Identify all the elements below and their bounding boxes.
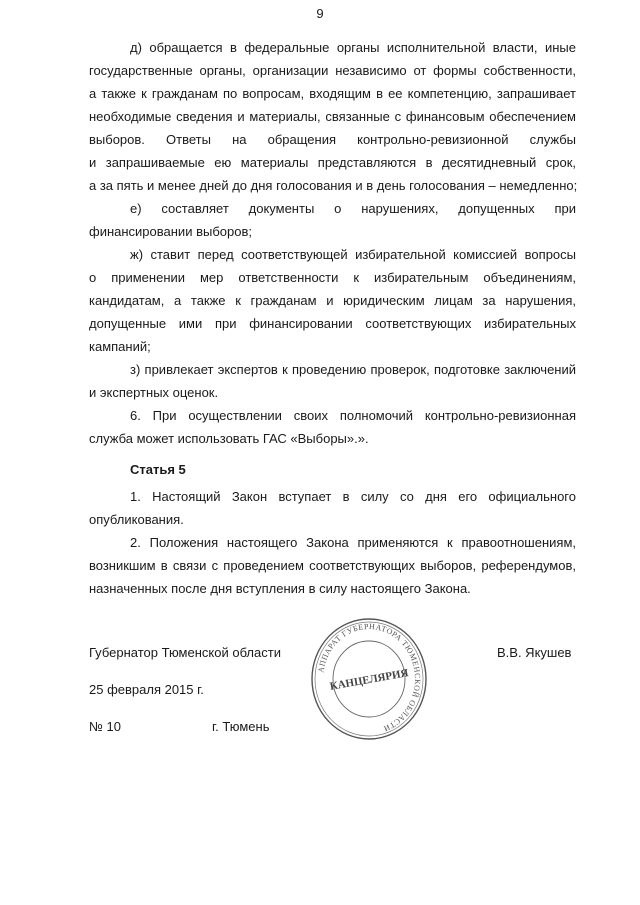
body-line: а за пять и менее дней до дня голосования и в день голосования – немедленно; xyxy=(89,178,578,193)
article-line: опубликования. xyxy=(89,512,184,527)
article-line: 2. Положения настоящего Закона применяются к правоотношениям, xyxy=(130,535,576,550)
body-line: выборов. Ответы на обращения контрольно-ревизионной службы xyxy=(89,132,576,147)
office-stamp xyxy=(310,617,428,741)
signing-city: г. Тюмень xyxy=(212,719,270,734)
body-line: допущенные ими при финансировании соответствующих избирательных xyxy=(89,316,576,331)
law-number: № 10 xyxy=(89,719,122,734)
body-line: о применении мер ответственности к избирательным объединениям, xyxy=(89,270,576,285)
body-line: финансировании выборов; xyxy=(89,224,252,239)
body-line: ж) ставит перед соответствующей избирательной комиссией вопросы xyxy=(130,247,576,262)
stamp-ring-text: АППАРАТ ГУБЕРНАТОРА ТЮМЕНСКОЙ ОБЛАСТИ xyxy=(316,621,423,734)
article-heading: Статья 5 xyxy=(130,462,186,477)
body-line: з) привлекает экспертов к проведению проверок, подготовке заключений xyxy=(130,362,576,377)
article-line: возникшим в связи с проведением соответствующих выборов, референдумов, xyxy=(89,558,576,573)
signer-position: Губернатор Тюменской области xyxy=(89,645,281,660)
stamp-center-text: КАНЦЕЛЯРИЯ xyxy=(328,667,410,693)
body-line: и запрашиваемые ею материалы представляются в десятидневный срок, xyxy=(89,155,576,170)
body-line: и экспертных оценок. xyxy=(89,385,219,400)
body-line: 6. При осуществлении своих полномочий контрольно-ревизионная xyxy=(130,408,576,423)
body-line: служба может использовать ГАС «Выборы».». xyxy=(89,431,369,446)
article-line: 1. Настоящий Закон вступает в силу со дня его официального xyxy=(130,489,576,504)
body-line: е) составляет документы о нарушениях, допущенных при xyxy=(130,201,576,216)
signing-date: 25 февраля 2015 г. xyxy=(89,682,204,697)
body-line: государственные органы, организации независимо от формы собственности, xyxy=(89,63,576,78)
body-line: а также к гражданам по вопросам, входящим в ее компетенцию, запрашивает xyxy=(89,86,576,101)
body-line: кампаний; xyxy=(89,339,151,354)
body-line: кандидатам, а также к гражданам и юридическим лицам за нарушения, xyxy=(89,293,576,308)
signer-name: В.В. Якушев xyxy=(497,645,572,660)
body-line: д) обращается в федеральные органы исполнительной власти, иные xyxy=(130,40,576,55)
page-number: 9 xyxy=(316,6,324,21)
body-line: необходимые сведения и материалы, связанные с финансовым обеспечением xyxy=(89,109,576,124)
article-line: назначенных после дня вступления в силу настоящего Закона. xyxy=(89,581,471,596)
